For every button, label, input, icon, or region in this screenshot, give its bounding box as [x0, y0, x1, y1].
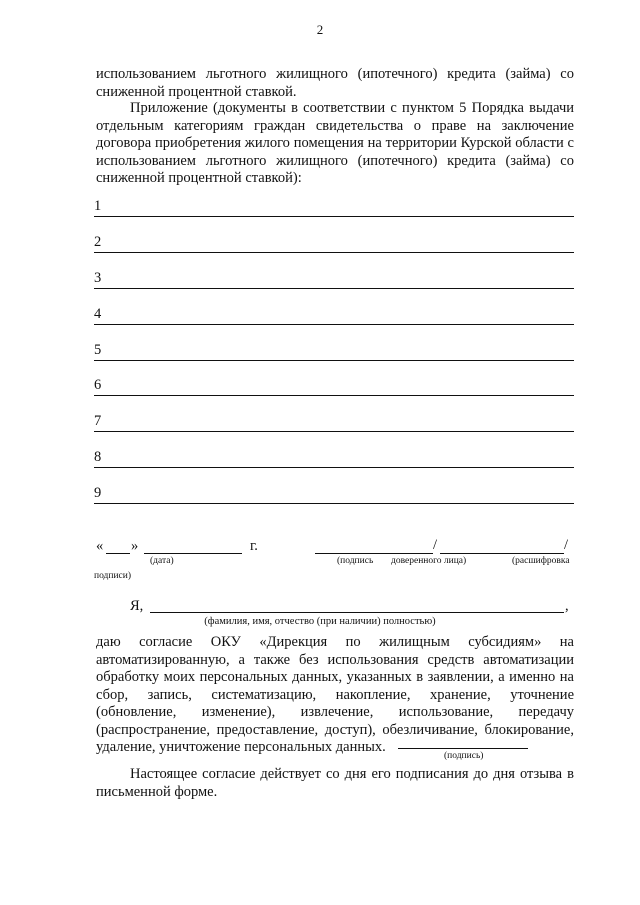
date-month-field[interactable] [144, 553, 242, 554]
date-close-quote: » [131, 538, 139, 554]
consent-text: даю согласие ОКУ «Дирекция по жилищным субсидиям» на автоматизированную, а также без использования средств автоматизации обработку моих персональных данных, указанных в заявлении, а именно на сбор, запись, систематизацию, накопление, хранение, уточнение (обновление, изменение), извлечение, использование, передачу (распространение, предоставление, доступ), обезличивание, блокирование, удаление, уничтожение персональных данных. [96, 634, 574, 755]
document-line-number: 5 [94, 342, 102, 358]
decode-caption: (расшифровка [512, 556, 570, 566]
document-line-9[interactable] [94, 485, 574, 504]
document-line-number: 3 [94, 270, 102, 286]
document-line-number: 8 [94, 449, 102, 465]
trustee-signature-field[interactable] [315, 553, 433, 554]
document-line-3[interactable] [94, 270, 574, 289]
date-day-field[interactable] [106, 553, 130, 554]
consent-signature-field[interactable] [398, 748, 528, 749]
document-line-number: 4 [94, 306, 102, 322]
document-line-7[interactable] [94, 413, 574, 432]
date-open-quote: « [96, 538, 104, 554]
page-number: 2 [316, 22, 324, 37]
consent-signature-caption: (подпись) [444, 751, 484, 761]
trustee-caption: доверенного лица) [391, 556, 467, 566]
name-caption: (фамилия, имя, отчество (при наличии) полностью) [204, 616, 436, 627]
document-line-2[interactable] [94, 234, 574, 253]
intro-paragraph: использованием льготного жилищного (ипотечного) кредита (займа) со сниженной процентной ставкой. [96, 66, 574, 100]
document-line-8[interactable] [94, 449, 574, 468]
full-name-field[interactable] [150, 612, 564, 613]
consent-ya: Я, [130, 598, 144, 614]
validity-paragraph: Настоящее согласие действует со дня его подписания до дня отзыва в письменной форме. [96, 766, 574, 800]
attachment-paragraph: Приложение (документы в соответствии с пунктом 5 Порядка выдачи отдельным категориям граждан свидетельства о праве на заключение договора приобретения жилого помещения на территории Курской области с использованием льготного жилищного (ипотечного) кредита (займа) со сниженной процентной ставкой): [96, 100, 574, 186]
document-line-number: 9 [94, 485, 102, 501]
document-line-5[interactable] [94, 342, 574, 361]
document-line-number: 6 [94, 377, 102, 393]
consent-comma: , [565, 598, 569, 614]
document-line-1[interactable] [94, 198, 574, 217]
document-line-number: 1 [94, 198, 102, 214]
document-line-6[interactable] [94, 377, 574, 396]
decode-caption-end: подписи) [94, 571, 132, 581]
date-caption: (дата) [150, 556, 174, 566]
document-line-number: 7 [94, 413, 102, 429]
signature-slash-2: / [564, 537, 569, 553]
signature-slash-1: / [433, 537, 438, 553]
date-year-suffix: г. [250, 538, 258, 554]
signature-decode-field[interactable] [440, 553, 564, 554]
signature-caption: (подпись [337, 556, 374, 566]
document-line-number: 2 [94, 234, 102, 250]
document-line-4[interactable] [94, 306, 574, 325]
